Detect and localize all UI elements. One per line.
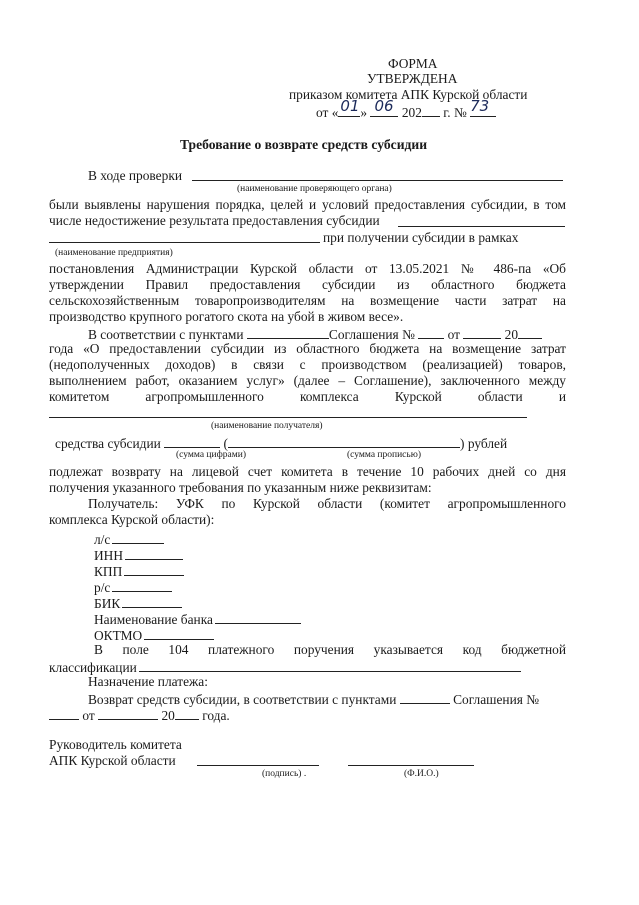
field104-line1: В поле 104 платежного поручения указывается код бюджетной	[94, 642, 566, 657]
field-bik-label: БИК	[94, 596, 121, 611]
approved-label: УТВЕРЖДЕНА	[367, 71, 458, 86]
agreement-year-field	[518, 325, 542, 339]
kbk-field	[139, 658, 521, 672]
field-bank-line	[215, 610, 301, 624]
date-day-handwritten: 01	[340, 97, 360, 115]
signature-dot: .	[303, 769, 307, 779]
p1-line7: сельскохозяйственным товаропроизводителям на возмещение части затрат на	[49, 293, 566, 308]
kbk-label: классификации	[49, 660, 137, 675]
signature-field	[197, 765, 319, 766]
p2-from-label: от	[447, 327, 460, 342]
agreement-number-field	[418, 325, 444, 339]
field-ls-line	[112, 530, 164, 544]
signer-line1: Руководитель комитета	[49, 737, 182, 752]
organ-field	[192, 180, 563, 181]
purpose-year-label: 20	[161, 708, 175, 723]
date-year: 202	[401, 105, 422, 120]
date-year-field	[422, 103, 440, 117]
fio-field	[348, 765, 474, 766]
order-line: приказом комитета АПК Курской области	[289, 87, 528, 102]
p1-line5: постановления Администрации Курской области от 13.05.2021 № 486-па «Об	[49, 261, 566, 276]
sum-words-note: (сумма прописью)	[347, 450, 421, 460]
enterprise-field	[49, 242, 320, 243]
p2-line4: выполнением работ, оказанием услуг» (далее – Соглашение), заключенного между	[49, 373, 566, 388]
field-inn-line	[125, 546, 183, 560]
p1-lead: В ходе проверки	[88, 168, 182, 183]
field-rs-line	[112, 578, 172, 592]
purpose-date-field	[98, 706, 158, 720]
organ-note: (наименование проверяющего органа)	[237, 184, 392, 194]
signature-note-text: (подпись)	[262, 769, 302, 779]
sum-label: средства субсидии	[55, 436, 161, 451]
purpose-points-field	[400, 690, 450, 704]
fio-note: (Ф.И.О.)	[404, 769, 439, 779]
p2-line5: комитетом агропромышленного комплекса Курской области и	[49, 389, 566, 404]
p1-line8: производство крупного рогатого скота на убой в живом весе».	[49, 309, 404, 324]
recipient-line1: Получатель: УФК по Курской области (комитет агропромышленного	[88, 496, 566, 511]
purpose-year-field	[175, 706, 199, 720]
purpose-label: Назначение платежа:	[88, 674, 208, 689]
signature-note	[262, 769, 306, 780]
p2-line8: получения указанного требования по указанным ниже реквизитам:	[49, 480, 432, 495]
agreement-date-field	[463, 325, 501, 339]
p2-line7: подлежат возврату на лицевой счет комитета в течение 10 рабочих дней со дня	[49, 464, 566, 479]
enterprise-note: (наименование предприятия)	[55, 248, 173, 258]
purpose-agreement-label: Соглашения №	[453, 692, 540, 707]
recipient-note: (наименование получателя)	[211, 421, 323, 431]
field-ls-label: л/с	[94, 532, 111, 547]
document-title: Требование о возврате средств субсидии	[180, 137, 428, 152]
date-month-handwritten: 06	[374, 97, 394, 115]
p2-line2: года «О предоставлении субсидии из областного бюджета на возмещение затрат	[49, 341, 566, 356]
field-bank-label: Наименование банка	[94, 612, 213, 627]
p2-agreement-label: Соглашения №	[328, 327, 415, 342]
form-label: ФОРМА	[388, 56, 438, 71]
date-mid: »	[360, 105, 368, 120]
order-number-field	[470, 97, 496, 117]
field-kpp-line	[124, 562, 184, 576]
sum-paren-open: (	[223, 436, 228, 451]
sum-words-field	[228, 434, 460, 448]
points-field	[247, 325, 329, 339]
purpose-year-word: года.	[202, 708, 230, 723]
p1-line4-tail: при получении субсидии в рамках	[323, 230, 519, 245]
result-field	[398, 226, 565, 227]
date-day-field	[338, 97, 360, 117]
sum-paren-close: )	[460, 436, 465, 451]
date-from: от «	[316, 105, 339, 120]
sum-digits-field	[164, 434, 220, 448]
signer-line2: АПК Курской области	[49, 753, 176, 768]
field-rs-label: р/с	[94, 580, 111, 595]
field-kpp-label: КПП	[94, 564, 123, 579]
purpose-line2	[49, 706, 230, 724]
p1-line3: числе недостижение результата предоставления субсидии	[49, 213, 380, 228]
p1-line2: были выявлены нарушения порядка, целей и условий предоставления субсидии, в том	[49, 197, 566, 212]
recipient-line2: комплекса Курской области):	[49, 512, 215, 527]
order-number-handwritten: 73	[470, 97, 490, 115]
field-bik-line	[122, 594, 182, 608]
order-date-line	[316, 97, 496, 121]
recipient-field	[49, 417, 527, 418]
date-month-field	[370, 97, 398, 117]
p1-line6: утверждении Правил предоставления субсидии из областного бюджета	[49, 277, 566, 292]
field-inn-label: ИНН	[94, 548, 124, 563]
field-oktmo-line	[144, 626, 214, 640]
purpose-number-field	[49, 706, 79, 720]
p2-sum-line	[55, 434, 507, 452]
p2-points-label: В соответствии с пунктами	[88, 327, 244, 342]
purpose-text: Возврат средств субсидии, в соответствии с пунктами	[88, 692, 397, 707]
field-oktmo-label: ОКТМО	[94, 628, 143, 643]
p2-line3: (недополученных доходов) в связи с производством (реализацией) товаров,	[49, 357, 566, 372]
p2-year-label: 20	[504, 327, 519, 342]
sum-rubles: рублей	[467, 436, 508, 451]
sum-digits-note: (сумма цифрами)	[176, 450, 246, 460]
purpose-from-label: от	[82, 708, 95, 723]
date-number-label: г. №	[443, 105, 467, 120]
